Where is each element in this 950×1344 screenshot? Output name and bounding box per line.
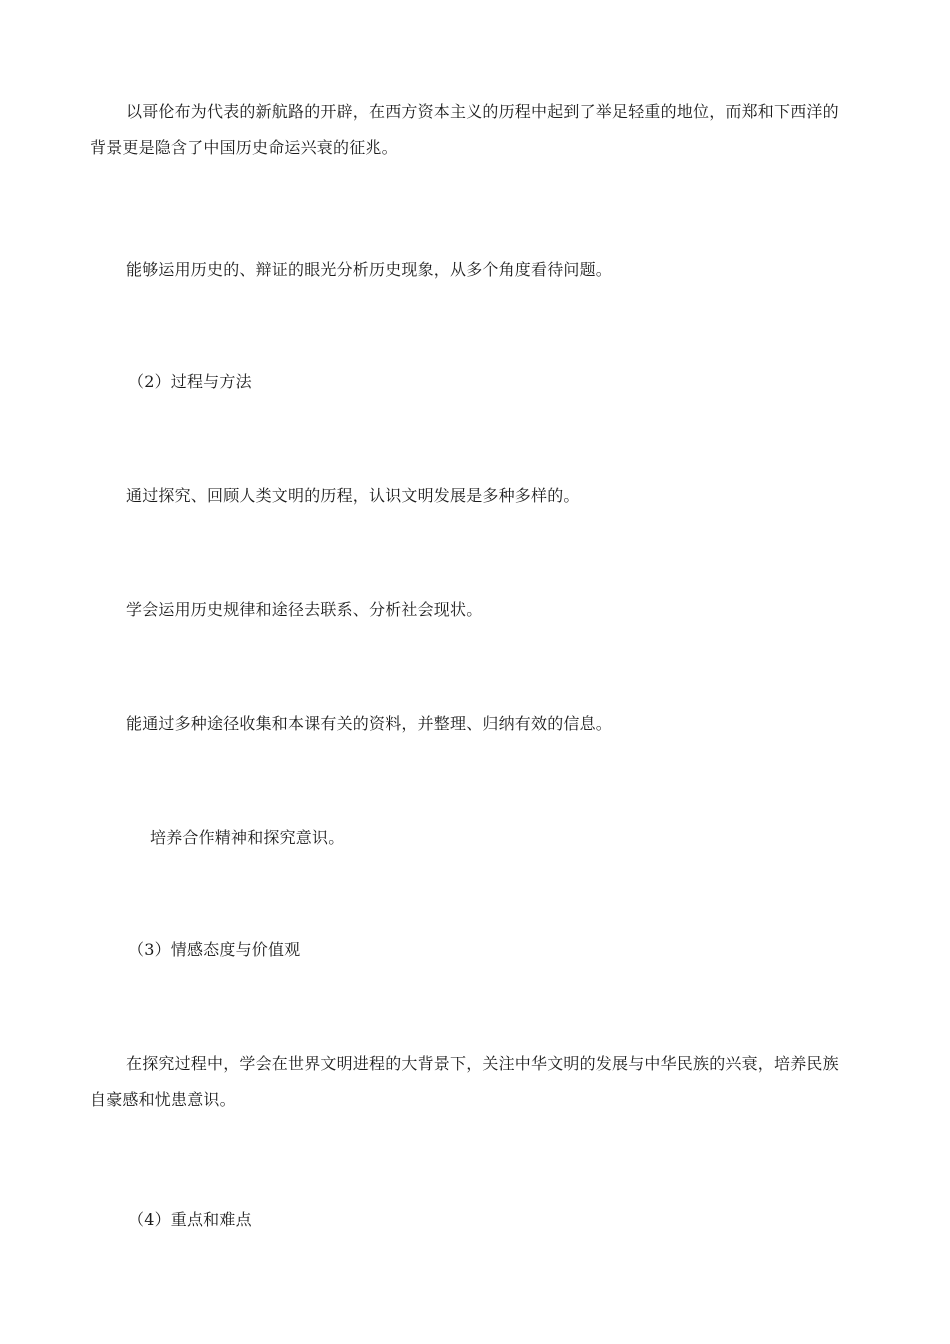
section-heading-emotion-values: （3）情感态度与价值观: [128, 940, 301, 959]
section-heading-key-points: （4）重点和难点: [128, 1210, 252, 1229]
section-heading-process-method: （2）过程与方法: [128, 372, 252, 391]
paragraph-civilization-diversity: 通过探究、回顾人类文明的历程，认识文明发展是多种多样的。: [126, 486, 580, 505]
paragraph-collect-materials: 能通过多种途径收集和本课有关的资料，并整理、归纳有效的信息。: [126, 714, 613, 733]
paragraph-dialectical-analysis: 能够运用历史的、辩证的眼光分析历史现象，从多个角度看待问题。: [126, 260, 613, 279]
paragraph-cooperation-spirit: 培养合作精神和探究意识。: [150, 828, 345, 847]
paragraph-historical-laws: 学会运用历史规律和途径去联系、分析社会现状。: [126, 600, 483, 619]
paragraph-columbus-zhenghe: 以哥伦布为代表的新航路的开辟，在西方资本主义的历程中起到了举足轻重的地位，而郑和下西洋的背景更是隐含了中国历史命运兴衰的征兆。: [90, 102, 839, 157]
paragraph-national-pride: 在探究过程中，学会在世界文明进程的大背景下，关注中华文明的发展与中华民族的兴衰，培养民族自豪感和忧患意识。: [90, 1054, 839, 1109]
